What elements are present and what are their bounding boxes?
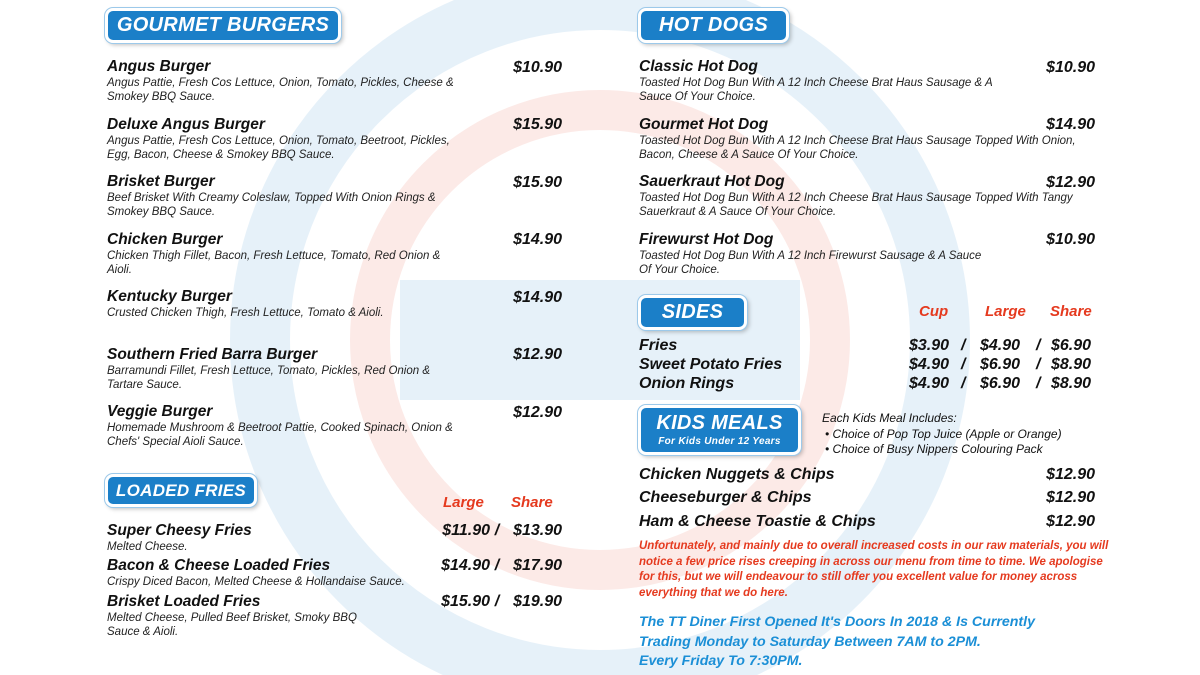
kids-includes-title: Each Kids Meal Includes: — [822, 411, 957, 425]
share-price: $13.90 — [513, 522, 562, 539]
item-name: Chicken Burger — [107, 231, 223, 248]
item-desc: Chicken Thigh Fillet, Bacon, Fresh Lettuce, Tomato, Red Onion & Aioli. — [107, 250, 441, 276]
burger-item — [107, 231, 457, 277]
sides-item — [639, 337, 1097, 356]
hot-dog-item — [639, 231, 989, 277]
price-separator: / — [1036, 337, 1041, 354]
kids-meals-header — [638, 405, 801, 455]
item-name: Firewurst Hot Dog — [639, 231, 774, 248]
large-price: $6.90 — [980, 375, 1021, 392]
price-separator: / — [961, 356, 966, 373]
kids-meals-subtitle: For Kids Under 12 Years — [658, 436, 781, 447]
item-name: Sauerkraut Hot Dog — [639, 173, 785, 190]
sides-item — [639, 375, 1097, 394]
price-separator: / — [494, 557, 500, 574]
item-desc: Melted Cheese, Pulled Beef Brisket, Smoky BBQ Sauce & Aioli. — [107, 612, 357, 638]
price-separator: / — [494, 522, 500, 539]
item-name: Deluxe Angus Burger — [107, 116, 265, 133]
item-name: Onion Rings — [639, 375, 735, 392]
item-price: $14.90 — [1046, 116, 1095, 133]
item-desc: Toasted Hot Dog Bun With A 12 Inch Cheese Brat Haus Sausage Topped With Tangy Sauerkraut & A Sauce Of Your Choice. — [639, 192, 1073, 218]
item-price: $14.90 — [513, 231, 562, 248]
kids-item — [639, 466, 1095, 486]
share-price: $19.90 — [513, 593, 562, 610]
item-desc: Angus Pattie, Fresh Cos Lettuce, Onion, Tomato, Beetroot, Pickles, Egg, Bacon, Cheese & Smokey BBQ Sauce. — [107, 135, 450, 161]
item-name: Brisket Burger — [107, 173, 215, 190]
item-price: $12.90 — [1046, 466, 1095, 483]
item-desc: Toasted Hot Dog Bun With A 12 Inch Firewurst Sausage & A Sauce Of Your Choice. — [639, 250, 982, 276]
col-share-label: Share — [1050, 303, 1092, 320]
item-name: Angus Burger — [107, 58, 211, 75]
price-separator: / — [1036, 356, 1041, 373]
item-desc: Toasted Hot Dog Bun With A 12 Inch Cheese Brat Haus Sausage & A Sauce Of Your Choice. — [639, 77, 993, 103]
item-name: Super Cheesy Fries — [107, 522, 252, 539]
loaded-fries-header: LOADED FRIES — [105, 474, 257, 507]
cup-price: $3.90 — [909, 337, 950, 354]
share-price: $17.90 — [513, 557, 562, 574]
item-name: Southern Fried Barra Burger — [107, 346, 318, 363]
large-price: $6.90 — [980, 356, 1021, 373]
kids-meals-title: KIDS MEALS — [656, 412, 783, 434]
item-price: $15.90 — [513, 174, 562, 191]
item-name: Classic Hot Dog — [639, 58, 758, 75]
large-price: $14.90 — [441, 557, 490, 574]
large-price: $11.90 — [442, 522, 490, 539]
hot-dogs-header: HOT DOGS — [638, 8, 789, 43]
item-name: Veggie Burger — [107, 403, 213, 420]
col-large-label: Large — [985, 303, 1026, 320]
item-name: Ham & Cheese Toastie & Chips — [639, 513, 876, 530]
col-share-label: Share — [511, 494, 553, 511]
loaded-fries-item — [107, 593, 367, 639]
item-price: $12.90 — [1046, 174, 1095, 191]
item-desc: Barramundi Fillet, Fresh Lettuce, Tomato, Pickles, Red Onion & Tartare Sauce. — [107, 365, 430, 391]
history-line: Every Friday To 7:30PM. — [639, 653, 803, 669]
share-price: $6.90 — [1051, 337, 1092, 354]
burger-item — [107, 346, 457, 392]
item-desc: Angus Pattie, Fresh Cos Lettuce, Onion, Tomato, Pickles, Cheese & Smokey BBQ Sauce. — [107, 77, 454, 103]
hot-dog-item — [639, 173, 1079, 219]
item-price: $12.90 — [513, 404, 562, 421]
history-line: The TT Diner First Opened It's Doors In 2018 & Is Currently — [639, 614, 1035, 630]
item-desc: Beef Brisket With Creamy Coleslaw, Topped With Onion Rings & Smokey BBQ Sauce. — [107, 192, 436, 218]
kids-includes — [822, 411, 1102, 458]
item-name: Cheeseburger & Chips — [639, 489, 812, 506]
large-price: $4.90 — [980, 337, 1021, 354]
cup-price: $4.90 — [909, 375, 950, 392]
share-price: $8.90 — [1051, 356, 1092, 373]
kids-item — [639, 513, 1095, 533]
col-cup-label: Cup — [919, 303, 949, 320]
item-name: Gourmet Hot Dog — [639, 116, 769, 133]
sides-item — [639, 356, 1097, 375]
hot-dog-item — [639, 116, 1079, 162]
item-desc: Crispy Diced Bacon, Melted Cheese & Hollandaise Sauce. — [107, 576, 405, 588]
item-price: $10.90 — [1046, 59, 1095, 76]
price-rise-notice: Unfortunately, and mainly due to overall increased costs in our raw materials, you will notice a few price rises creeping in across our menu from time to time. We apologise for this, but we will endeavour to still offer you excellent value for money across everything that we do here. — [639, 540, 1109, 599]
burger-item — [107, 173, 457, 219]
item-desc: Toasted Hot Dog Bun With A 12 Inch Cheese Brat Haus Sausage Topped With Onion, Bacon, Cheese & A Sauce Of Your Choice. — [639, 135, 1076, 161]
item-price: $14.90 — [513, 289, 562, 306]
item-name: Chicken Nuggets & Chips — [639, 466, 835, 483]
kids-includes-list — [822, 427, 1102, 458]
item-price: $12.90 — [1046, 513, 1095, 530]
item-price: $12.90 — [1046, 489, 1095, 506]
large-price: $15.90 — [441, 593, 490, 610]
history-line: Trading Monday to Saturday Between 7AM to 2PM. — [639, 633, 981, 650]
item-desc: Melted Cheese. — [107, 541, 188, 553]
share-price: $8.90 — [1051, 375, 1092, 392]
price-separator: / — [961, 375, 966, 392]
burger-item — [107, 116, 457, 162]
kids-include-item: • Choice of Pop Top Juice (Apple or Orange) — [825, 427, 1102, 443]
col-large-label: Large — [443, 494, 484, 511]
burgers-header: GOURMET BURGERS — [105, 8, 341, 43]
item-name: Brisket Loaded Fries — [107, 593, 261, 610]
item-name: Sweet Potato Fries — [639, 356, 783, 373]
item-name: Kentucky Burger — [107, 288, 232, 305]
item-price: $10.90 — [513, 59, 562, 76]
hot-dog-item — [639, 58, 1019, 104]
burger-item — [107, 403, 457, 449]
cup-price: $4.90 — [909, 356, 950, 373]
loaded-fries-item — [107, 557, 467, 589]
kids-item — [639, 489, 1095, 509]
price-separator: / — [494, 593, 500, 610]
kids-include-item: • Choice of Busy Nippers Colouring Pack — [825, 442, 1102, 458]
burger-item — [107, 288, 407, 320]
item-name: Fries — [639, 337, 678, 354]
item-price: $15.90 — [513, 116, 562, 133]
item-desc: Homemade Mushroom & Beetroot Pattie, Cooked Spinach, Onion & Chefs' Special Aioli Sauce. — [107, 422, 453, 448]
sides-header: SIDES — [638, 295, 747, 330]
price-separator: / — [961, 337, 966, 354]
item-price: $12.90 — [513, 346, 562, 363]
loaded-fries-item — [107, 522, 447, 554]
price-separator: / — [1036, 375, 1041, 392]
item-price: $10.90 — [1046, 231, 1095, 248]
item-name: Bacon & Cheese Loaded Fries — [107, 557, 331, 574]
history-text — [639, 613, 1109, 672]
item-desc: Crusted Chicken Thigh, Fresh Lettuce, Tomato & Aioli. — [107, 307, 384, 319]
burger-item — [107, 58, 457, 104]
